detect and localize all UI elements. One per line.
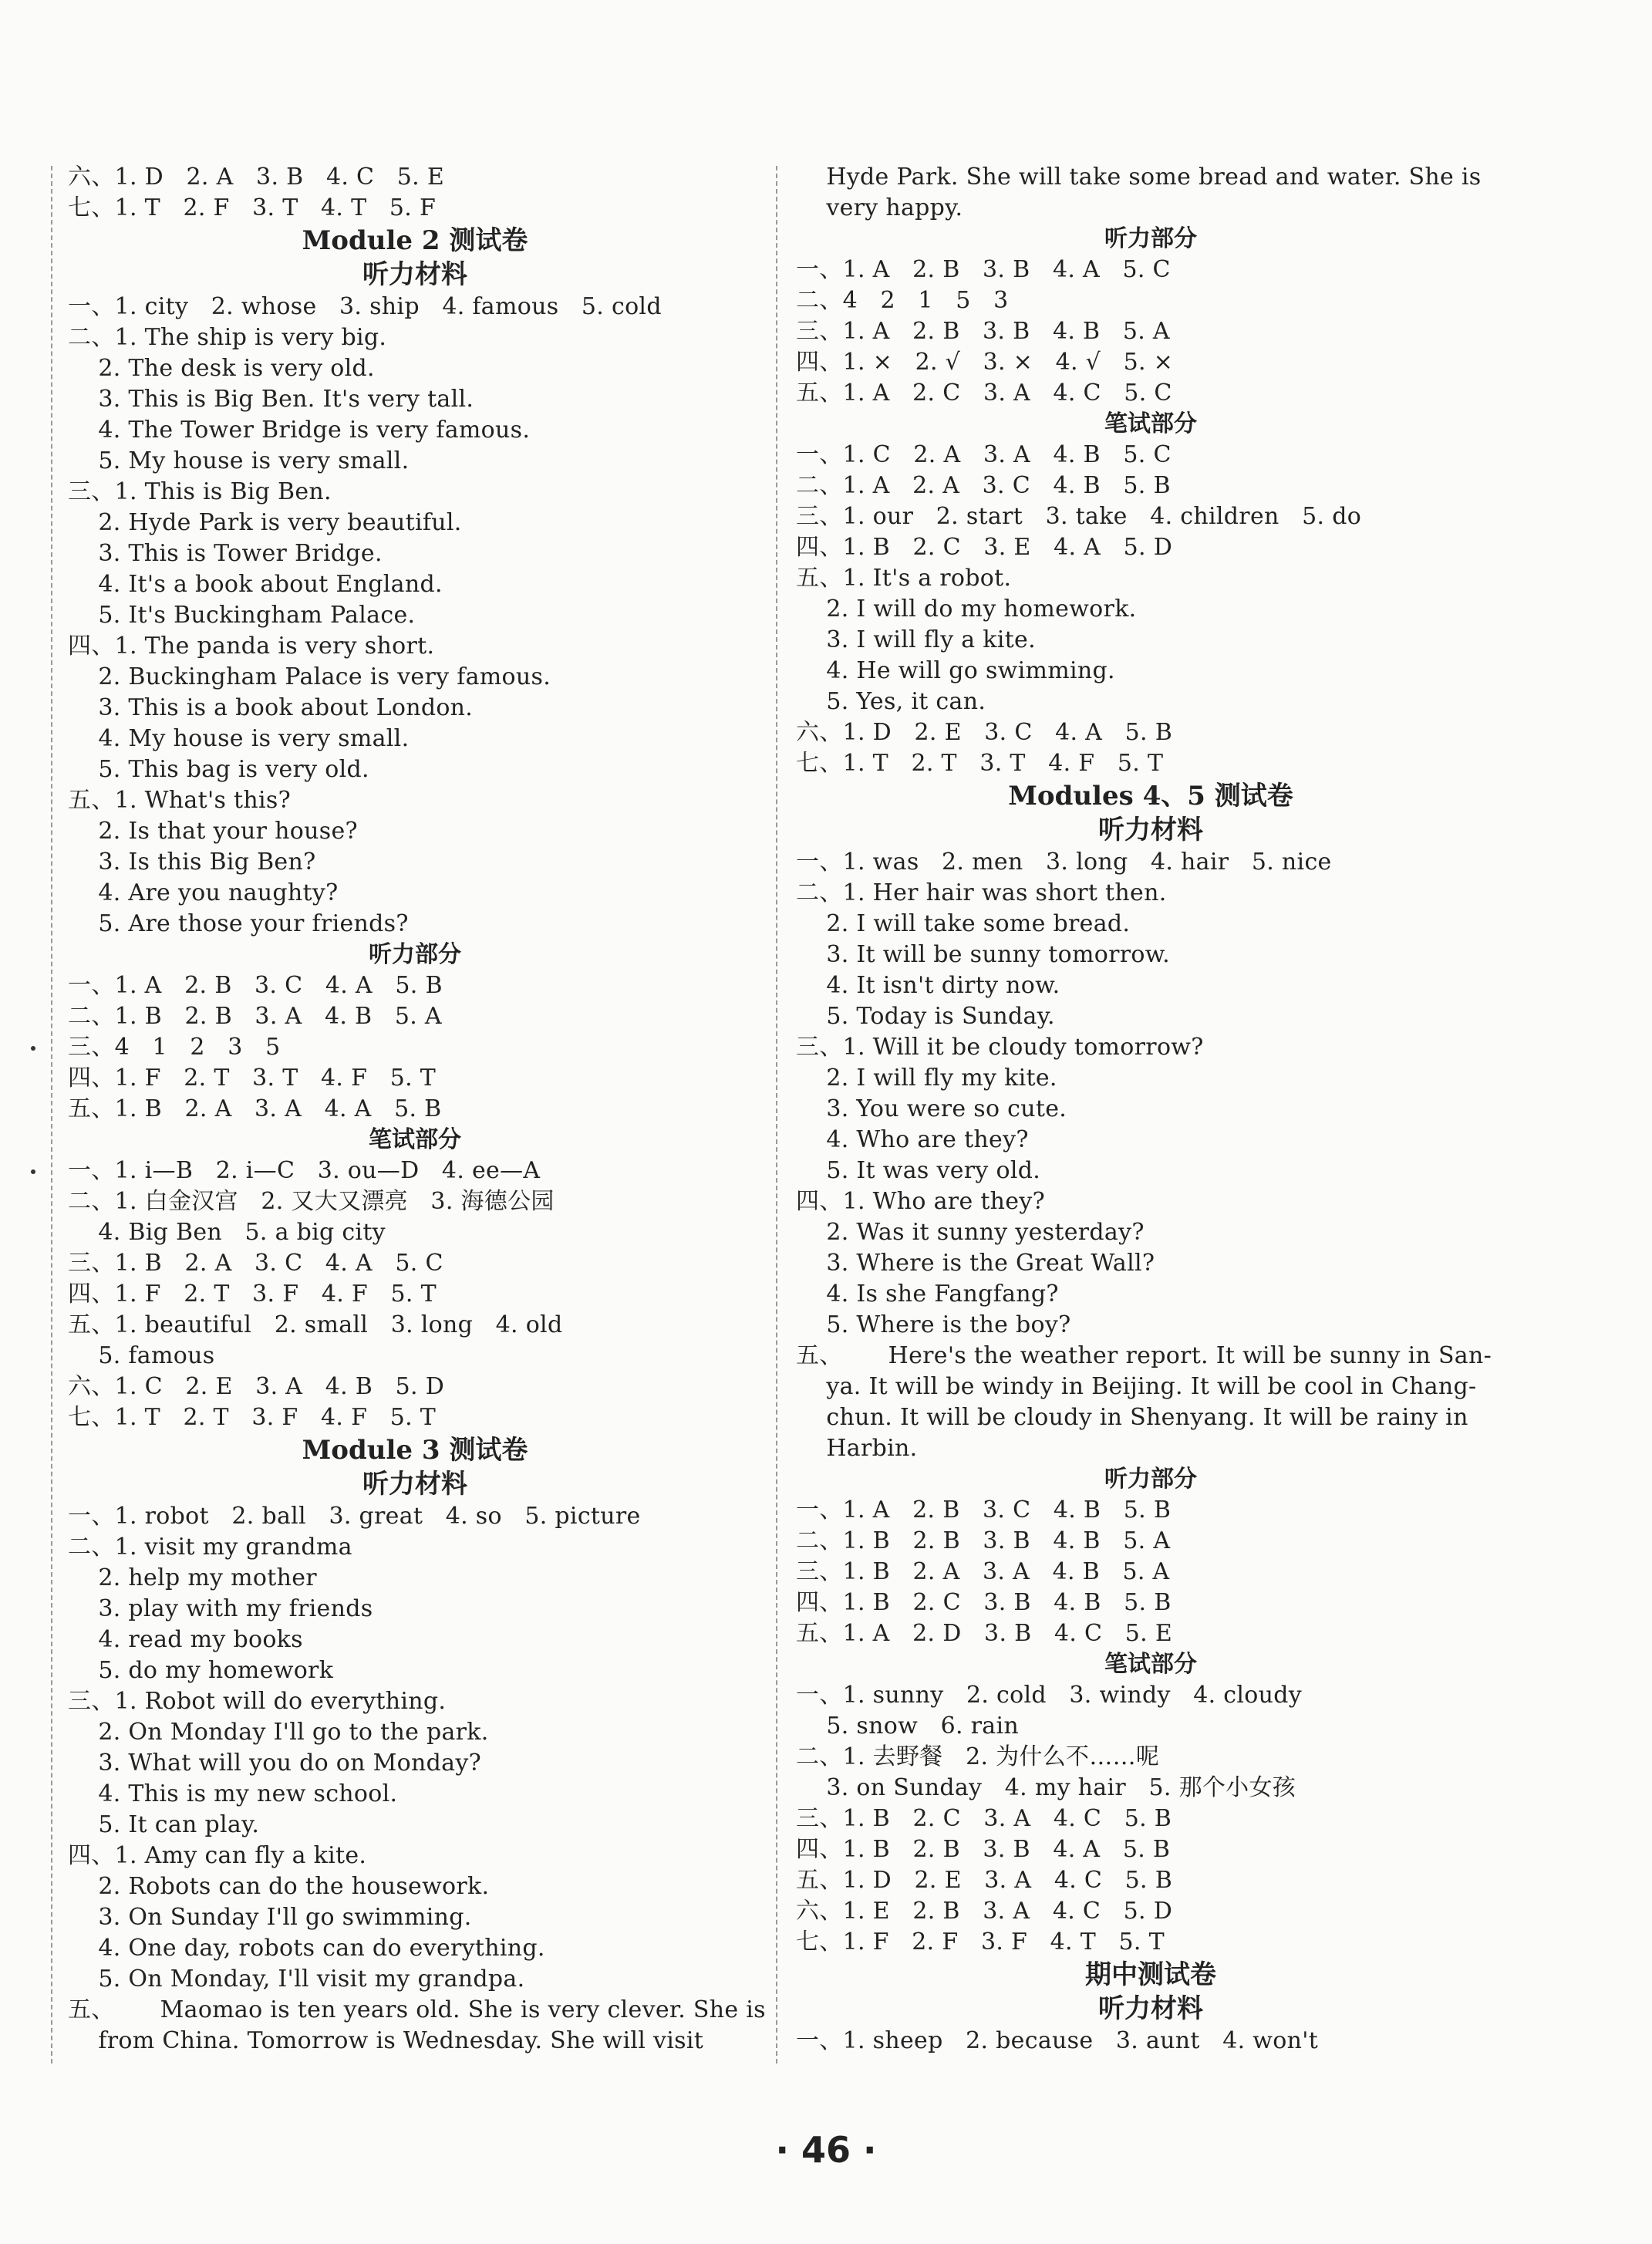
answer-line: 四、1. B 2. B 3. B 4. A 5. B xyxy=(796,1836,1171,1863)
section-subtitle: 笔试部分 xyxy=(1104,410,1197,437)
answer-line: 五、1. A 2. C 3. A 4. C 5. C xyxy=(796,380,1172,407)
answer-line: 5. It's Buckingham Palace. xyxy=(68,602,416,629)
answer-line: 四、1. × 2. √ 3. × 4. √ 5. × xyxy=(796,349,1174,376)
answer-line: 2. I will fly my kite. xyxy=(796,1065,1057,1092)
section-subtitle: 听力材料 xyxy=(362,1469,467,1500)
answer-line: 2. Hyde Park is very beautiful. xyxy=(68,509,462,536)
answer-line: 5. Yes, it can. xyxy=(796,688,986,715)
answer-line: 4. Are you naughty? xyxy=(68,879,339,906)
margin-dot xyxy=(31,1169,35,1174)
answer-line: 五、1. It's a robot. xyxy=(796,565,1012,592)
answer-line: ya. It will be windy in Beijing. It will be cool in Chang- xyxy=(796,1373,1477,1400)
column-divider xyxy=(776,166,777,2063)
answer-line: 三、1. Robot will do everything. xyxy=(68,1688,447,1715)
answer-line: 2. I will take some bread. xyxy=(796,910,1131,937)
answer-line: 5. My house is very small. xyxy=(68,447,410,474)
answer-line: 3. On Sunday I'll go swimming. xyxy=(68,1904,472,1931)
answer-line: 一、1. A 2. B 3. C 4. A 5. B xyxy=(68,972,443,999)
answer-line: chun. It will be cloudy in Shenyang. It will be rainy in xyxy=(796,1404,1468,1431)
answer-line: 六、1. D 2. E 3. C 4. A 5. B xyxy=(796,719,1173,746)
answer-line: 七、1. T 2. T 3. T 4. F 5. T xyxy=(796,750,1164,777)
answer-line: 一、1. A 2. B 3. C 4. B 5. B xyxy=(796,1497,1172,1524)
answer-line: 5. famous xyxy=(68,1342,215,1369)
answer-line: 5. Are those your friends? xyxy=(68,910,409,937)
answer-line: 二、4 2 1 5 3 xyxy=(796,287,1009,314)
section-subtitle: 听力材料 xyxy=(1098,1993,1203,2024)
answer-line: 二、1. 白金汉宫 2. 又大又漂亮 3. 海德公园 xyxy=(68,1188,555,1215)
answer-line: 二、1. A 2. A 3. C 4. B 5. B xyxy=(796,472,1171,499)
answer-line: 五、1. What's this? xyxy=(68,787,291,814)
answer-line: 2. Is that your house? xyxy=(68,818,358,845)
section-subtitle: 听力部分 xyxy=(369,941,461,968)
answer-line: 5. It was very old. xyxy=(796,1157,1041,1184)
section-subtitle: 听力部分 xyxy=(1104,1466,1197,1493)
answer-line: 三、1. Will it be cloudy tomorrow? xyxy=(796,1034,1204,1061)
right-column xyxy=(796,162,1505,2057)
left-column xyxy=(68,162,766,2057)
answer-line: 3. It will be sunny tomorrow. xyxy=(796,941,1171,968)
answer-line: 4. The Tower Bridge is very famous. xyxy=(68,417,531,444)
answer-line: 六、1. D 2. A 3. B 4. C 5. E xyxy=(68,164,445,191)
answer-line: 三、4 1 2 3 5 xyxy=(68,1034,281,1061)
answer-line: 2. I will do my homework. xyxy=(796,596,1137,623)
answer-line: 三、1. B 2. A 3. C 4. A 5. C xyxy=(68,1250,443,1277)
answer-line: 5. This bag is very old. xyxy=(68,756,369,783)
answer-line: 4. This is my new school. xyxy=(68,1780,398,1807)
answer-line: 一、1. A 2. B 3. B 4. A 5. C xyxy=(796,256,1171,283)
answer-line: 七、1. T 2. T 3. F 4. F 5. T xyxy=(68,1404,437,1431)
answer-line: 5. do my homework xyxy=(68,1657,334,1684)
section-subtitle: 听力部分 xyxy=(1104,225,1197,252)
answer-line: 5. snow 6. rain xyxy=(796,1713,1019,1740)
answer-line: 七、1. T 2. F 3. T 4. T 5. F xyxy=(68,194,437,221)
answer-line: 一、1. sheep 2. because 3. aunt 4. won't xyxy=(796,2027,1319,2054)
answer-line: 五、 Maomao is ten years old. She is very clever. She is xyxy=(68,1996,766,2023)
answer-line: 4. He will go swimming. xyxy=(796,657,1115,684)
answer-line: 三、1. B 2. A 3. A 4. B 5. A xyxy=(796,1558,1170,1585)
answer-line: 4. Is she Fangfang? xyxy=(796,1281,1059,1308)
answer-line: 2. Buckingham Palace is very famous. xyxy=(68,663,551,690)
answer-line: 四、1. F 2. T 3. T 4. F 5. T xyxy=(68,1065,437,1092)
answer-line: 三、1. our 2. start 3. take 4. children 5. do xyxy=(796,503,1362,530)
answer-line: 四、1. F 2. T 3. F 4. F 5. T xyxy=(68,1281,437,1308)
answer-line: 六、1. E 2. B 3. A 4. C 5. D xyxy=(796,1898,1173,1925)
answer-line: 四、1. Amy can fly a kite. xyxy=(68,1842,367,1869)
answer-line: 四、1. The panda is very short. xyxy=(68,633,435,660)
section-title: Module 3 测试卷 xyxy=(302,1435,528,1466)
answer-line: 3. play with my friends xyxy=(68,1595,373,1622)
answer-line: 五、 Here's the weather report. It will be sunny in San- xyxy=(796,1342,1492,1369)
answer-line: 三、1. This is Big Ben. xyxy=(68,478,332,505)
answer-line: 3. You were so cute. xyxy=(796,1095,1067,1122)
answer-line: 4. My house is very small. xyxy=(68,725,410,752)
answer-line: 五、1. A 2. D 3. B 4. C 5. E xyxy=(796,1620,1173,1647)
answer-line: 3. What will you do on Monday? xyxy=(68,1750,481,1777)
answer-line: 二、1. B 2. B 3. A 4. B 5. A xyxy=(68,1003,442,1030)
answer-line: 4. read my books xyxy=(68,1626,303,1653)
answer-line: 5. It can play. xyxy=(68,1811,260,1838)
answer-line: 5. Where is the boy? xyxy=(796,1311,1071,1338)
answer-line: 2. Was it sunny yesterday? xyxy=(796,1219,1145,1246)
answer-line: 一、1. city 2. whose 3. ship 4. famous 5. cold xyxy=(68,293,662,320)
margin-dot xyxy=(31,1046,35,1051)
answer-line: 五、1. D 2. E 3. A 4. C 5. B xyxy=(796,1867,1173,1894)
answer-line: 一、1. sunny 2. cold 3. windy 4. cloudy xyxy=(796,1682,1303,1709)
answer-line: 四、1. B 2. C 3. B 4. B 5. B xyxy=(796,1589,1172,1616)
answer-line: 5. Today is Sunday. xyxy=(796,1003,1055,1030)
answer-line: 3. on Sunday 4. my hair 5. 那个小女孩 xyxy=(796,1774,1296,1801)
answer-line: 三、1. B 2. C 3. A 4. C 5. B xyxy=(796,1805,1172,1832)
answer-line: 四、1. Who are they? xyxy=(796,1188,1045,1215)
section-title: Modules 4、5 测试卷 xyxy=(1008,781,1293,812)
answer-line: Harbin. xyxy=(796,1435,918,1462)
answer-line: 五、1. B 2. A 3. A 4. A 5. B xyxy=(68,1095,442,1122)
answer-line: 3. This is Big Ben. It's very tall. xyxy=(68,386,474,413)
answer-line: 4. It's a book about England. xyxy=(68,571,443,598)
answer-line: 2. help my mother xyxy=(68,1564,317,1591)
answer-line: 2. The desk is very old. xyxy=(68,355,375,382)
answer-line: Hyde Park. She will take some bread and water. She is xyxy=(796,164,1482,191)
answer-line: 二、1. The ship is very big. xyxy=(68,324,387,351)
answer-line: 一、1. C 2. A 3. A 4. B 5. C xyxy=(796,441,1172,468)
answer-line: 4. It isn't dirty now. xyxy=(796,972,1060,999)
answer-line: 二、1. 去野餐 2. 为什么不……呢 xyxy=(796,1743,1160,1770)
answer-line: from China. Tomorrow is Wednesday. She will visit xyxy=(68,2027,704,2054)
page-number: · 46 · xyxy=(775,2129,877,2171)
answer-line: 一、1. robot 2. ball 3. great 4. so 5. picture xyxy=(68,1503,641,1530)
answer-line: 2. On Monday I'll go to the park. xyxy=(68,1719,489,1746)
answer-line: 一、1. i—B 2. i—C 3. ou—D 4. ee—A xyxy=(68,1157,541,1184)
answer-line: 二、1. B 2. B 3. B 4. B 5. A xyxy=(796,1527,1171,1554)
section-subtitle: 听力材料 xyxy=(362,259,467,290)
answer-line: 2. Robots can do the housework. xyxy=(68,1873,490,1900)
answer-line: 一、1. was 2. men 3. long 4. hair 5. nice xyxy=(796,849,1332,876)
answer-line: 3. This is a book about London. xyxy=(68,694,474,721)
answer-line: 4. One day, robots can do everything. xyxy=(68,1935,545,1962)
answer-line: 六、1. C 2. E 3. A 4. B 5. D xyxy=(68,1373,445,1400)
section-subtitle: 期中测试卷 xyxy=(1085,1959,1216,1990)
answer-line: 五、1. beautiful 2. small 3. long 4. old xyxy=(68,1311,563,1338)
left-margin-rule xyxy=(51,166,52,2063)
answer-line: 四、1. B 2. C 3. E 4. A 5. D xyxy=(796,534,1173,561)
section-subtitle: 笔试部分 xyxy=(369,1126,461,1153)
section-title: Module 2 测试卷 xyxy=(302,225,528,256)
answer-line: 3. This is Tower Bridge. xyxy=(68,540,383,567)
answer-line: 5. On Monday, I'll visit my grandpa. xyxy=(68,1966,525,1993)
answer-line: 3. I will fly a kite. xyxy=(796,626,1036,653)
answer-line: 七、1. F 2. F 3. F 4. T 5. T xyxy=(796,1928,1165,1955)
section-subtitle: 听力材料 xyxy=(1098,815,1203,845)
answer-line: 4. Big Ben 5. a big city xyxy=(68,1219,386,1246)
answer-line: 4. Who are they? xyxy=(796,1126,1029,1153)
section-subtitle: 笔试部分 xyxy=(1104,1651,1197,1678)
answer-line: 三、1. A 2. B 3. B 4. B 5. A xyxy=(796,318,1170,345)
answer-line: 二、1. visit my grandma xyxy=(68,1534,352,1561)
answer-line: 二、1. Her hair was short then. xyxy=(796,879,1167,906)
answer-line: very happy. xyxy=(796,194,963,221)
answer-line: 3. Where is the Great Wall? xyxy=(796,1250,1155,1277)
answer-line: 3. Is this Big Ben? xyxy=(68,849,316,876)
